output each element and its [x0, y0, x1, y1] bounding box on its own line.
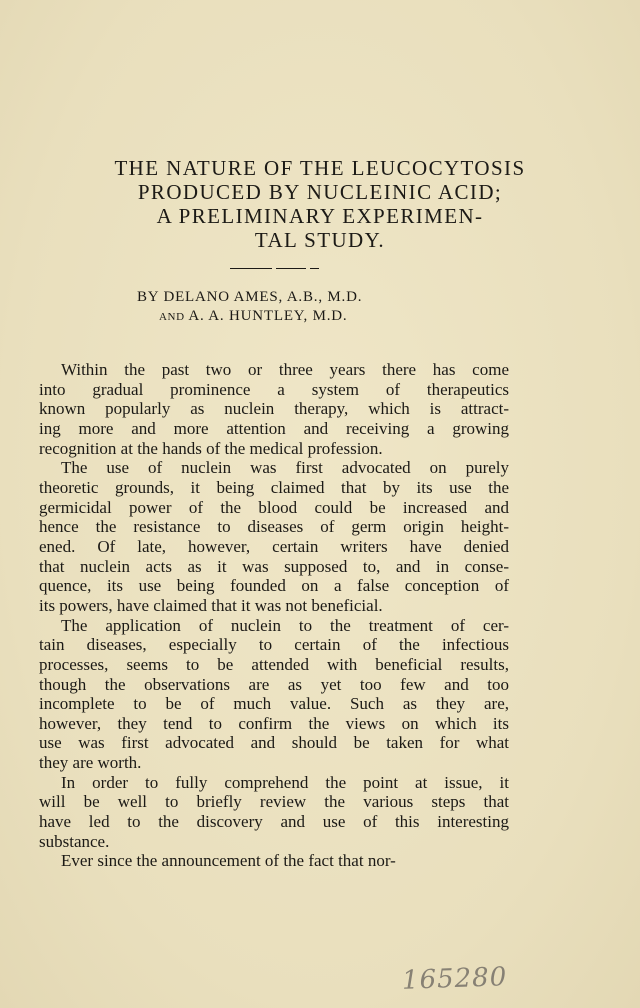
text-line: Within the past two or three years there has come [61, 360, 509, 379]
text-line: its powers, have claimed that it was not beneficial. [39, 595, 383, 615]
byline-prefix: BY [137, 289, 159, 305]
text-line: incomplete to be of much value. Such as they are, [39, 694, 509, 714]
author-name: A. A. HUNTLEY, M.D. [188, 308, 348, 324]
text-line: germicidal power of the blood could be increased and [39, 497, 509, 517]
text-line: use was first advocated and should be taken for what [39, 733, 509, 753]
title-line: THE NATURE OF THE LEUCOCYTOSIS [114, 156, 526, 180]
divider-segment [276, 268, 306, 269]
text-line: recognition at the hands of the medical profession. [39, 438, 383, 458]
text-line: they are worth. [39, 753, 142, 773]
text-line: hence the resistance to diseases of germ origin height- [39, 517, 509, 537]
text-line: however, they tend to confirm the views on which its [39, 713, 509, 733]
text-line: tain diseases, especially to certain of the infectious [39, 635, 509, 655]
title-line: PRODUCED BY NUCLEINIC ACID; [137, 180, 503, 204]
handwritten-accession-number: 165280 [401, 962, 508, 996]
text-line: into gradual prominence a system of therapeutics [39, 379, 509, 399]
divider-segment [230, 268, 272, 269]
byline-prefix: AND [159, 311, 185, 323]
text-line: though the observations are as yet too few and too [39, 674, 509, 694]
text-line: processes, seems to be attended with beneficial results, [39, 654, 509, 674]
text-line: quence, its use being founded on a false conception of [39, 576, 509, 596]
byline-author-2 [0, 307, 640, 326]
text-line: have led to the discovery and use of this interesting [39, 812, 509, 832]
text-line: Ever since the announcement of the fact that nor- [61, 851, 396, 871]
article-title [0, 156, 640, 252]
title-line: A PRELIMINARY EXPERIMEN- [156, 204, 484, 228]
divider-segment [310, 268, 319, 269]
author-name: DELANO AMES, A.B., M.D. [163, 289, 363, 305]
title-divider [230, 268, 320, 269]
title-line: TAL STUDY. [254, 228, 386, 252]
text-line: The application of nuclein to the treatment of cer- [61, 615, 509, 635]
text-line: known popularly as nuclein therapy, which is attract- [39, 399, 509, 419]
text-line: will be well to briefly review the various steps that [39, 792, 509, 812]
article-body [39, 360, 509, 871]
byline-author-1 [0, 288, 640, 306]
text-line: substance. [39, 831, 110, 851]
text-line: that nuclein acts as it was supposed to, and in conse- [39, 556, 509, 576]
text-line: ing more and more attention and receiving a growing [39, 418, 509, 438]
text-line: ened. Of late, however, certain writers have denied [39, 536, 509, 556]
text-line: The use of nuclein was first advocated on purely [61, 458, 509, 478]
text-line: In order to fully comprehend the point at issue, it [61, 772, 509, 792]
text-line: theoretic grounds, it being claimed that by its use the [39, 477, 509, 497]
